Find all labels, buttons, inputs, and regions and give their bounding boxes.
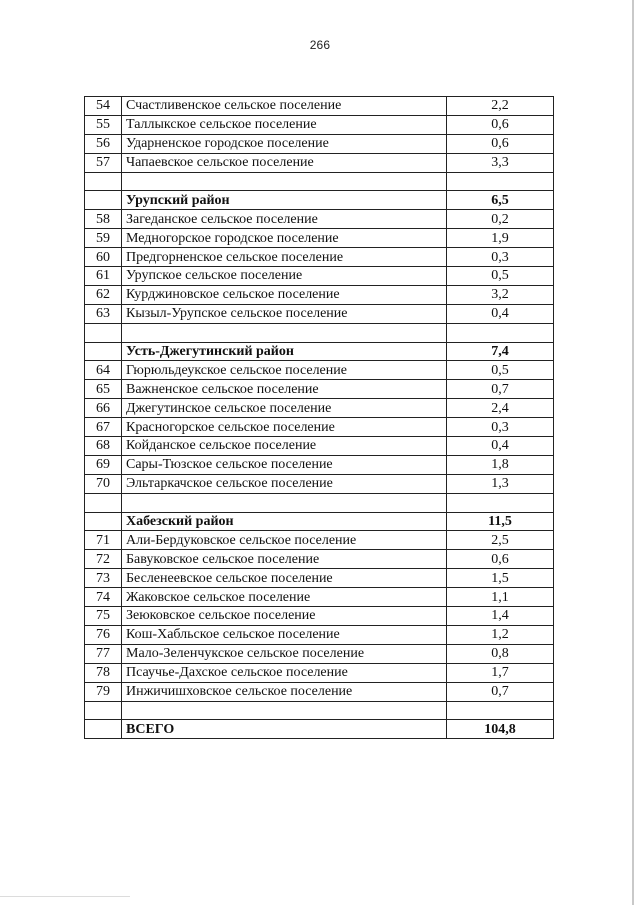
value-cell: 0,4 xyxy=(447,304,554,323)
settlement-name-cell: Красногорское сельское поселение xyxy=(122,418,447,437)
value-cell: 6,5 xyxy=(447,191,554,210)
row-number-cell: 60 xyxy=(85,248,122,267)
row-number-cell: 62 xyxy=(85,285,122,304)
table-row xyxy=(85,663,554,682)
row-number-cell xyxy=(85,323,122,342)
row-number-cell: 68 xyxy=(85,437,122,456)
settlement-name-cell: Сары-Тюзское сельское поселение xyxy=(122,455,447,474)
row-number-cell: 70 xyxy=(85,474,122,493)
settlement-name-cell xyxy=(122,701,447,720)
value-cell: 0,3 xyxy=(447,248,554,267)
table-row xyxy=(85,248,554,267)
settlement-name-cell: Бавуковское сельское поселение xyxy=(122,550,447,569)
row-number-cell: 76 xyxy=(85,625,122,644)
table-row xyxy=(85,115,554,134)
value-cell: 104,8 xyxy=(447,720,554,739)
row-number-cell: 66 xyxy=(85,399,122,418)
value-cell: 1,2 xyxy=(447,625,554,644)
value-cell: 11,5 xyxy=(447,512,554,531)
settlement-name-cell: Счастливенское сельское поселение xyxy=(122,97,447,116)
table-row xyxy=(85,607,554,626)
table-row xyxy=(85,380,554,399)
value-cell xyxy=(447,701,554,720)
settlement-name-cell: Бесленеевское сельское поселение xyxy=(122,569,447,588)
table-row xyxy=(85,399,554,418)
settlement-name-cell: Медногорское городское поселение xyxy=(122,229,447,248)
settlement-name-cell xyxy=(122,172,447,191)
table-spacer-row xyxy=(85,493,554,512)
value-cell: 0,8 xyxy=(447,644,554,663)
row-number-cell: 72 xyxy=(85,550,122,569)
table-row xyxy=(85,437,554,456)
settlement-name-cell: Гюрюльдеукское сельское поселение xyxy=(122,361,447,380)
row-number-cell: 56 xyxy=(85,134,122,153)
settlement-name-cell: Важненское сельское поселение xyxy=(122,380,447,399)
value-cell: 1,7 xyxy=(447,663,554,682)
settlement-name-cell: Жаковское сельское поселение xyxy=(122,588,447,607)
district-name-cell: Урупский район xyxy=(122,191,447,210)
value-cell: 0,7 xyxy=(447,682,554,701)
value-cell: 1,5 xyxy=(447,569,554,588)
row-number-cell: 74 xyxy=(85,588,122,607)
value-cell: 0,7 xyxy=(447,380,554,399)
table-row xyxy=(85,644,554,663)
table-subtotal-row xyxy=(85,191,554,210)
scan-edge xyxy=(632,0,634,905)
settlement-name-cell: Койданское сельское поселение xyxy=(122,437,447,456)
district-name-cell: Хабезский район xyxy=(122,512,447,531)
table-row xyxy=(85,153,554,172)
table-row xyxy=(85,474,554,493)
settlement-name-cell: Чапаевское сельское поселение xyxy=(122,153,447,172)
row-number-cell: 75 xyxy=(85,607,122,626)
table-row xyxy=(85,361,554,380)
settlement-name-cell: Зеюковское сельское поселение xyxy=(122,607,447,626)
table-row xyxy=(85,550,554,569)
value-cell xyxy=(447,172,554,191)
row-number-cell xyxy=(85,191,122,210)
value-cell: 1,3 xyxy=(447,474,554,493)
scan-artifact-line xyxy=(0,896,130,897)
row-number-cell: 69 xyxy=(85,455,122,474)
table-subtotal-row xyxy=(85,512,554,531)
value-cell: 1,8 xyxy=(447,455,554,474)
district-name-cell: ВСЕГО xyxy=(122,720,447,739)
table-spacer-row xyxy=(85,701,554,720)
row-number-cell: 67 xyxy=(85,418,122,437)
settlement-name-cell xyxy=(122,493,447,512)
value-cell xyxy=(447,323,554,342)
settlement-name-cell: Загеданское сельское поселение xyxy=(122,210,447,229)
table-row xyxy=(85,229,554,248)
table-spacer-row xyxy=(85,323,554,342)
value-cell: 2,2 xyxy=(447,97,554,116)
row-number-cell xyxy=(85,342,122,361)
row-number-cell: 54 xyxy=(85,97,122,116)
row-number-cell: 77 xyxy=(85,644,122,663)
settlement-name-cell: Джегутинское сельское поселение xyxy=(122,399,447,418)
value-cell: 1,9 xyxy=(447,229,554,248)
value-cell: 0,5 xyxy=(447,361,554,380)
row-number-cell: 78 xyxy=(85,663,122,682)
table-row xyxy=(85,304,554,323)
value-cell: 0,5 xyxy=(447,267,554,286)
settlement-name-cell: Али-Бердуковское сельское поселение xyxy=(122,531,447,550)
value-cell: 0,6 xyxy=(447,550,554,569)
row-number-cell xyxy=(85,512,122,531)
table-row xyxy=(85,418,554,437)
table-row xyxy=(85,285,554,304)
value-cell: 2,5 xyxy=(447,531,554,550)
settlement-name-cell: Псаучье-Дахское сельское поселение xyxy=(122,663,447,682)
value-cell: 0,6 xyxy=(447,134,554,153)
table-row xyxy=(85,531,554,550)
row-number-cell xyxy=(85,172,122,191)
settlements-table xyxy=(84,96,554,739)
row-number-cell: 58 xyxy=(85,210,122,229)
table-subtotal-row xyxy=(85,720,554,739)
table-row xyxy=(85,210,554,229)
value-cell xyxy=(447,493,554,512)
settlement-name-cell: Урупское сельское поселение xyxy=(122,267,447,286)
page-number: 266 xyxy=(309,38,331,52)
table-subtotal-row xyxy=(85,342,554,361)
row-number-cell xyxy=(85,701,122,720)
row-number-cell: 65 xyxy=(85,380,122,399)
table-row xyxy=(85,588,554,607)
value-cell: 0,4 xyxy=(447,437,554,456)
table-spacer-row xyxy=(85,172,554,191)
value-cell: 2,4 xyxy=(447,399,554,418)
table-row xyxy=(85,625,554,644)
row-number-cell: 59 xyxy=(85,229,122,248)
table-body xyxy=(85,97,554,739)
value-cell: 3,2 xyxy=(447,285,554,304)
value-cell: 1,1 xyxy=(447,588,554,607)
row-number-cell: 64 xyxy=(85,361,122,380)
settlement-name-cell: Кош-Хабльское сельское поселение xyxy=(122,625,447,644)
settlement-name-cell: Ударненское городское поселение xyxy=(122,134,447,153)
district-name-cell: Усть-Джегутинский район xyxy=(122,342,447,361)
value-cell: 0,2 xyxy=(447,210,554,229)
row-number-cell xyxy=(85,493,122,512)
table-row xyxy=(85,455,554,474)
value-cell: 3,3 xyxy=(447,153,554,172)
row-number-cell xyxy=(85,720,122,739)
settlement-name-cell: Таллыкское сельское поселение xyxy=(122,115,447,134)
settlement-name-cell: Предгорненское сельское поселение xyxy=(122,248,447,267)
row-number-cell: 57 xyxy=(85,153,122,172)
row-number-cell: 79 xyxy=(85,682,122,701)
table-row xyxy=(85,569,554,588)
row-number-cell: 55 xyxy=(85,115,122,134)
settlement-name-cell: Эльтаркачское сельское поселение xyxy=(122,474,447,493)
value-cell: 7,4 xyxy=(447,342,554,361)
settlement-name-cell xyxy=(122,323,447,342)
value-cell: 0,6 xyxy=(447,115,554,134)
row-number-cell: 71 xyxy=(85,531,122,550)
row-number-cell: 63 xyxy=(85,304,122,323)
value-cell: 0,3 xyxy=(447,418,554,437)
table-row xyxy=(85,267,554,286)
value-cell: 1,4 xyxy=(447,607,554,626)
row-number-cell: 73 xyxy=(85,569,122,588)
settlement-name-cell: Кызыл-Урупское сельское поселение xyxy=(122,304,447,323)
settlement-name-cell: Курджиновское сельское поселение xyxy=(122,285,447,304)
table-row xyxy=(85,682,554,701)
row-number-cell: 61 xyxy=(85,267,122,286)
table-row xyxy=(85,134,554,153)
settlement-name-cell: Инжичишховское сельское поселение xyxy=(122,682,447,701)
table-row xyxy=(85,97,554,116)
settlement-name-cell: Мало-Зеленчукское сельское поселение xyxy=(122,644,447,663)
